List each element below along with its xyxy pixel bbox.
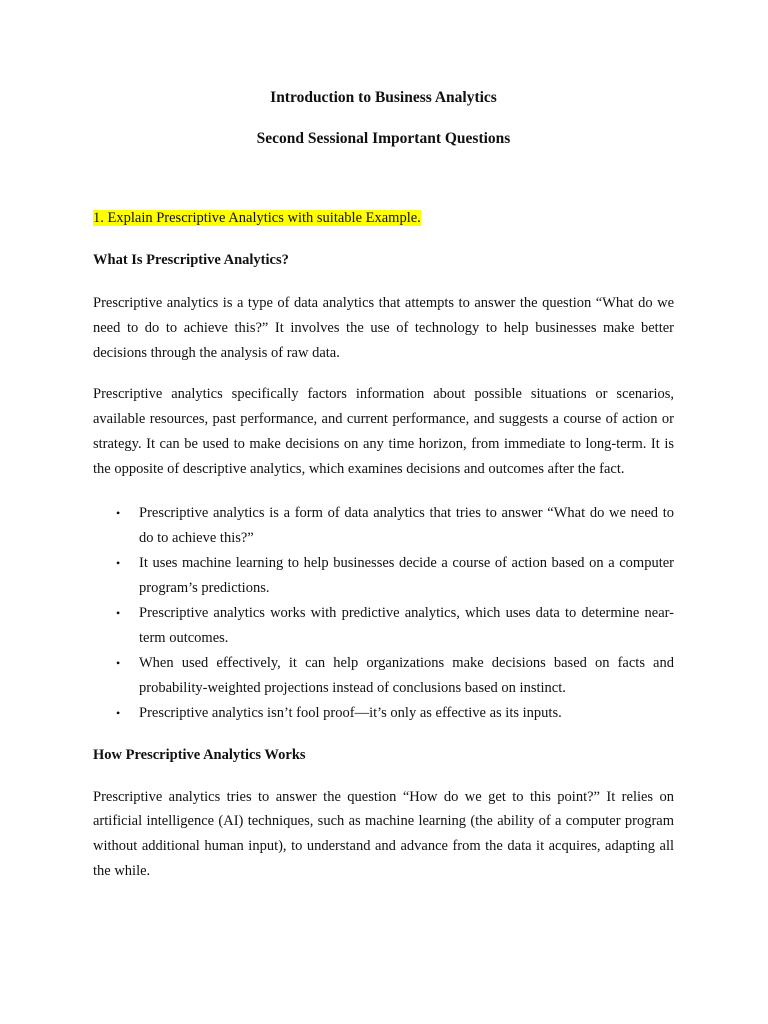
question-highlight: 1. Explain Prescriptive Analytics with suitable Example.	[93, 210, 421, 226]
list-item	[93, 601, 674, 651]
list-item	[93, 551, 674, 601]
list-item	[93, 701, 674, 726]
bullet-icon: •	[116, 505, 121, 520]
paragraph-factors: Prescriptive analytics specifically factors information about possible situations or scenarios, available resources, past performance, and current performance, and suggests a course of action or strategy. It can be used to make decisions on any time horizon, from immediate to long-term. It is the opposite of descriptive analytics, which examines decisions and outcomes after the fact.	[93, 386, 674, 477]
section-heading-how-it-works: How Prescriptive Analytics Works	[93, 746, 306, 763]
list-item	[93, 501, 674, 551]
list-item-text: It uses machine learning to help businesses decide a course of action based on a computer program’s predictions.	[139, 554, 674, 596]
list-item-text: When used effectively, it can help organizations make decisions based on facts and probability-weighted projections instead of conclusions based on instinct.	[139, 654, 674, 696]
document-title: Introduction to Business Analytics	[270, 89, 497, 106]
section-heading-what-is: What Is Prescriptive Analytics?	[93, 252, 289, 268]
paragraph-definition: Prescriptive analytics is a type of data analytics that attempts to answer the question “What do we need to do to achieve this?” It involves the use of technology to help businesses make better decisions through the analysis of raw data.	[93, 295, 674, 361]
list-item-text: Prescriptive analytics works with predictive analytics, which uses data to determine near-term outcomes.	[139, 604, 674, 646]
bullet-icon: •	[116, 555, 121, 570]
document-page	[93, 86, 674, 884]
document-subtitle: Second Sessional Important Questions	[256, 130, 511, 147]
list-item-text: Prescriptive analytics is a form of data analytics that tries to answer “What do we need to do to achieve this?”	[139, 504, 674, 546]
key-points-list	[93, 501, 674, 726]
bullet-icon: •	[116, 655, 121, 670]
bullet-icon: •	[116, 605, 121, 620]
question-line	[93, 207, 674, 229]
list-item-text: Prescriptive analytics isn’t fool proof—it’s only as effective as its inputs.	[139, 704, 562, 721]
list-item	[93, 651, 674, 701]
bullet-icon: •	[116, 705, 121, 720]
paragraph-how-it-works: Prescriptive analytics tries to answer the question “How do we get to this point?” It relies on artificial intelligence (AI) techniques, such as machine learning (the ability of a computer program without additional human input), to understand and advance from the data it acquires, adapting all the while.	[93, 788, 674, 879]
